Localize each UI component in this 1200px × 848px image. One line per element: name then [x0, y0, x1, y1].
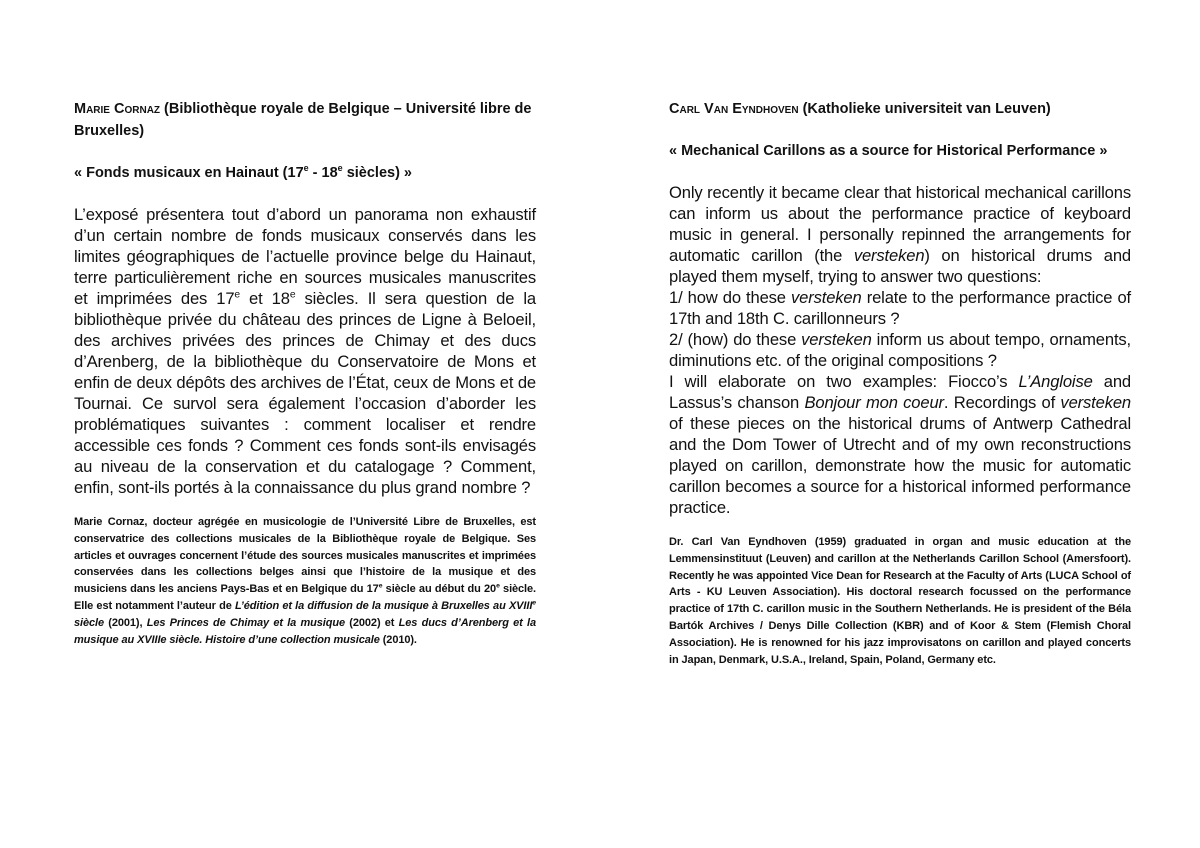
talk-title: « Mechanical Carillons as a source for Historical Performance »	[669, 143, 1108, 159]
speaker-name: Carl Van Eyndhoven	[669, 101, 799, 117]
right-column	[669, 98, 1131, 668]
book-title: Les Princes de Chimay et la musique	[146, 616, 346, 629]
speaker-affiliation: (Bibliothèque royale de Belgique – Université libre de Bruxelles)	[74, 101, 532, 139]
speaker-heading	[74, 98, 536, 142]
abstract-paragraph: 2/ (how) do these versteken inform us about tempo, ornaments, diminutions etc. of the original compositions ?	[669, 330, 1132, 370]
abstract	[74, 204, 536, 498]
left-column	[74, 98, 536, 648]
speaker-affiliation: (Katholieke universiteit van Leuven)	[798, 101, 1051, 117]
speaker-heading	[669, 98, 1131, 120]
speaker-name: Marie Cornaz	[74, 101, 161, 117]
abstract-paragraph: L’exposé présentera tout d’abord un panorama non exhaustif d’un certain nombre de fonds musicaux conservés dans les limites géographiques de l’actuelle province belge du Hainaut, terre particulièrement riche en sources musicales manuscrites et imprimées des 17e et 18e siècles. Il sera question de la bibliothèque privée du château des princes de Ligne à Beloeil, des archives privées des princes de Chimay et des ducs d’Arenberg, de la bibliothèque du Conservatoire de Mons et enfin de deux dépôts des archives de l’État, ceux de Mons et de Tournai. Ce survol sera également l’occasion d’aborder les problématiques suivantes : comment localiser et rendre accessible ces fonds ? Comment ces fonds sont-ils envisagés au niveau de la conservation et du catalogage ? Comment, enfin, sont-ils portés à la connaissance du plus grand nombre ?	[74, 205, 536, 497]
abstract	[669, 182, 1131, 518]
speaker-bio: Marie Cornaz, docteur agrégée en musicologie de l’Université Libre de Bruxelles, est conservatrice des collections musicales de la Bibliothèque royale de Belgique. Ses articles et ouvrages concernent l’étude des sources musicales manuscrites et imprimées conservées dans les collections belges ainsi que l’histoire de la musique et des musiciens dans les anciens Pays-Bas et en Belgique du 17e siècle au début du 20e siècle. Elle est notamment l’auteur de L’édition et la diffusion de la musique à Bruxelles au XVIIIe siècle (2001), Les Princes de Chimay et la musique (2002) et Les ducs d’Arenberg et la musique au XVIIIe siècle. Histoire d’une collection musicale (2010).	[74, 516, 536, 646]
abstract-paragraph: 1/ how do these versteken relate to the performance practice of 17th and 18th C. carillonneurs ?	[669, 288, 1131, 328]
book-title: L’édition et la diffusion de la musique à Bruxelles au XVIIIe siècle	[74, 599, 536, 629]
speaker-bio: Dr. Carl Van Eyndhoven (1959) graduated in organ and music education at the Lemmensinstituut (Leuven) and carillon at the Netherlands Carillon School (Amersfoort). Recently he was appointed Vice Dean for Research at the Faculty of Arts (LUCA School of Arts - KU Leuven Association). His doctoral research focussed on the performance practice of 17th C. carillon music in the Southern Netherlands. He is president of the Béla Bartók Archives / Denys Dille Collection (KBR) and of Koor & Stem (Flemish Choral Association). He is renowned for his jazz improvisatons on carillon and played concerts in Japan, Denmark, U.S.A., Ireland, Spain, Poland, Germany etc.	[669, 536, 1131, 666]
abstract-paragraph: Only recently it became clear that historical mechanical carillons can inform us about the performance practice of keyboard music in general. I personally repinned the arrangements for automatic carillon (the versteken) on historical drums and played them myself, trying to answer two questions:	[669, 183, 1131, 286]
talk-title: « Fonds musicaux en Hainaut (17e - 18e siècles) »	[74, 163, 412, 181]
book-title: Les ducs d’Arenberg et la musique au XVIIIe siècle. Histoire d’une collection musicale	[74, 616, 536, 646]
abstract-paragraph: I will elaborate on two examples: Fiocco’s L’Angloise and Lassus’s chanson Bonjour mon coeur. Recordings of versteken of these pieces on the historical drums of Antwerp Cathedral and the Dom Tower of Utrecht and of my own reconstructions played on carillon, demonstrate how the music for automatic carillon becomes a source for a historical informed performance practice.	[669, 372, 1132, 517]
